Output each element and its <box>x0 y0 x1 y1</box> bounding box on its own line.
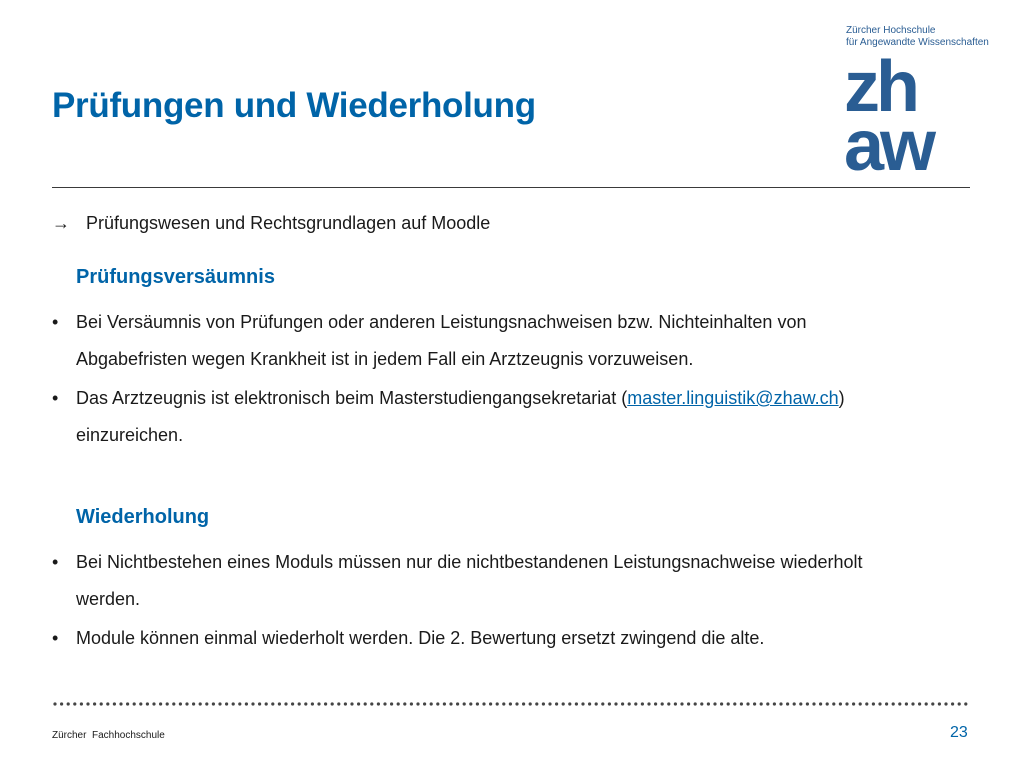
list-item <box>52 380 952 454</box>
list-item <box>52 620 952 657</box>
title-divider <box>52 187 970 188</box>
section-heading-pruefungsversaeumnis: Prüfungsversäumnis <box>76 266 275 288</box>
list-item <box>52 304 952 378</box>
list-item-text: ) <box>838 388 845 408</box>
list-item-line: Bei Nichtbestehen eines Moduls müssen nur die nichtbestandenen Leistungsnachweise wiederholt <box>76 552 863 572</box>
list-item-line: einzureichen. <box>76 425 184 445</box>
email-link[interactable]: master.linguistik@zhaw.ch <box>627 388 839 408</box>
list-item-line <box>76 380 952 417</box>
bullet-icon: • <box>52 628 59 648</box>
list-item <box>52 544 952 618</box>
bullet-icon: • <box>52 312 59 332</box>
list-item-line: werden. <box>76 589 141 609</box>
logo-mark-bottom: aw <box>844 106 933 175</box>
list-item-line: Abgabefristen wegen Krankheit ist in jedem Fall ein Arztzeugnis vorzuweisen. <box>76 349 694 369</box>
bullet-icon: • <box>52 388 59 408</box>
footer-dotted-divider <box>52 701 970 707</box>
section-heading-wiederholung: Wiederholung <box>76 506 210 528</box>
bullet-icon: • <box>52 552 59 572</box>
moodle-reference-item <box>52 213 490 234</box>
page-number: 23 <box>950 724 968 741</box>
list-item-line: Bei Versäumnis von Prüfungen oder anderen Leistungsnachweisen bzw. Nichteinhalten von <box>76 312 807 332</box>
page-title: Prüfungen und Wiederholung <box>52 86 536 125</box>
right-arrow-icon: → <box>52 213 70 233</box>
list-item-line: Module können einmal wiederholt werden. Die 2. Bewertung ersetzt zwingend die alte. <box>76 628 765 648</box>
logo-text-line1: Zürcher Hochschule <box>846 25 936 36</box>
zhaw-logo-icon <box>844 57 954 175</box>
logo-text-line2: für Angewandte Wissenschaften <box>846 37 989 48</box>
logo-mark-top: zh <box>844 57 916 127</box>
list-item-text: Das Arztzeugnis ist elektronisch beim Masterstudiengangsekretariat ( <box>76 388 628 408</box>
footer-institution: Zürcher Fachhochschule <box>52 730 165 741</box>
moodle-reference-text: Prüfungswesen und Rechtsgrundlagen auf Moodle <box>86 213 491 233</box>
